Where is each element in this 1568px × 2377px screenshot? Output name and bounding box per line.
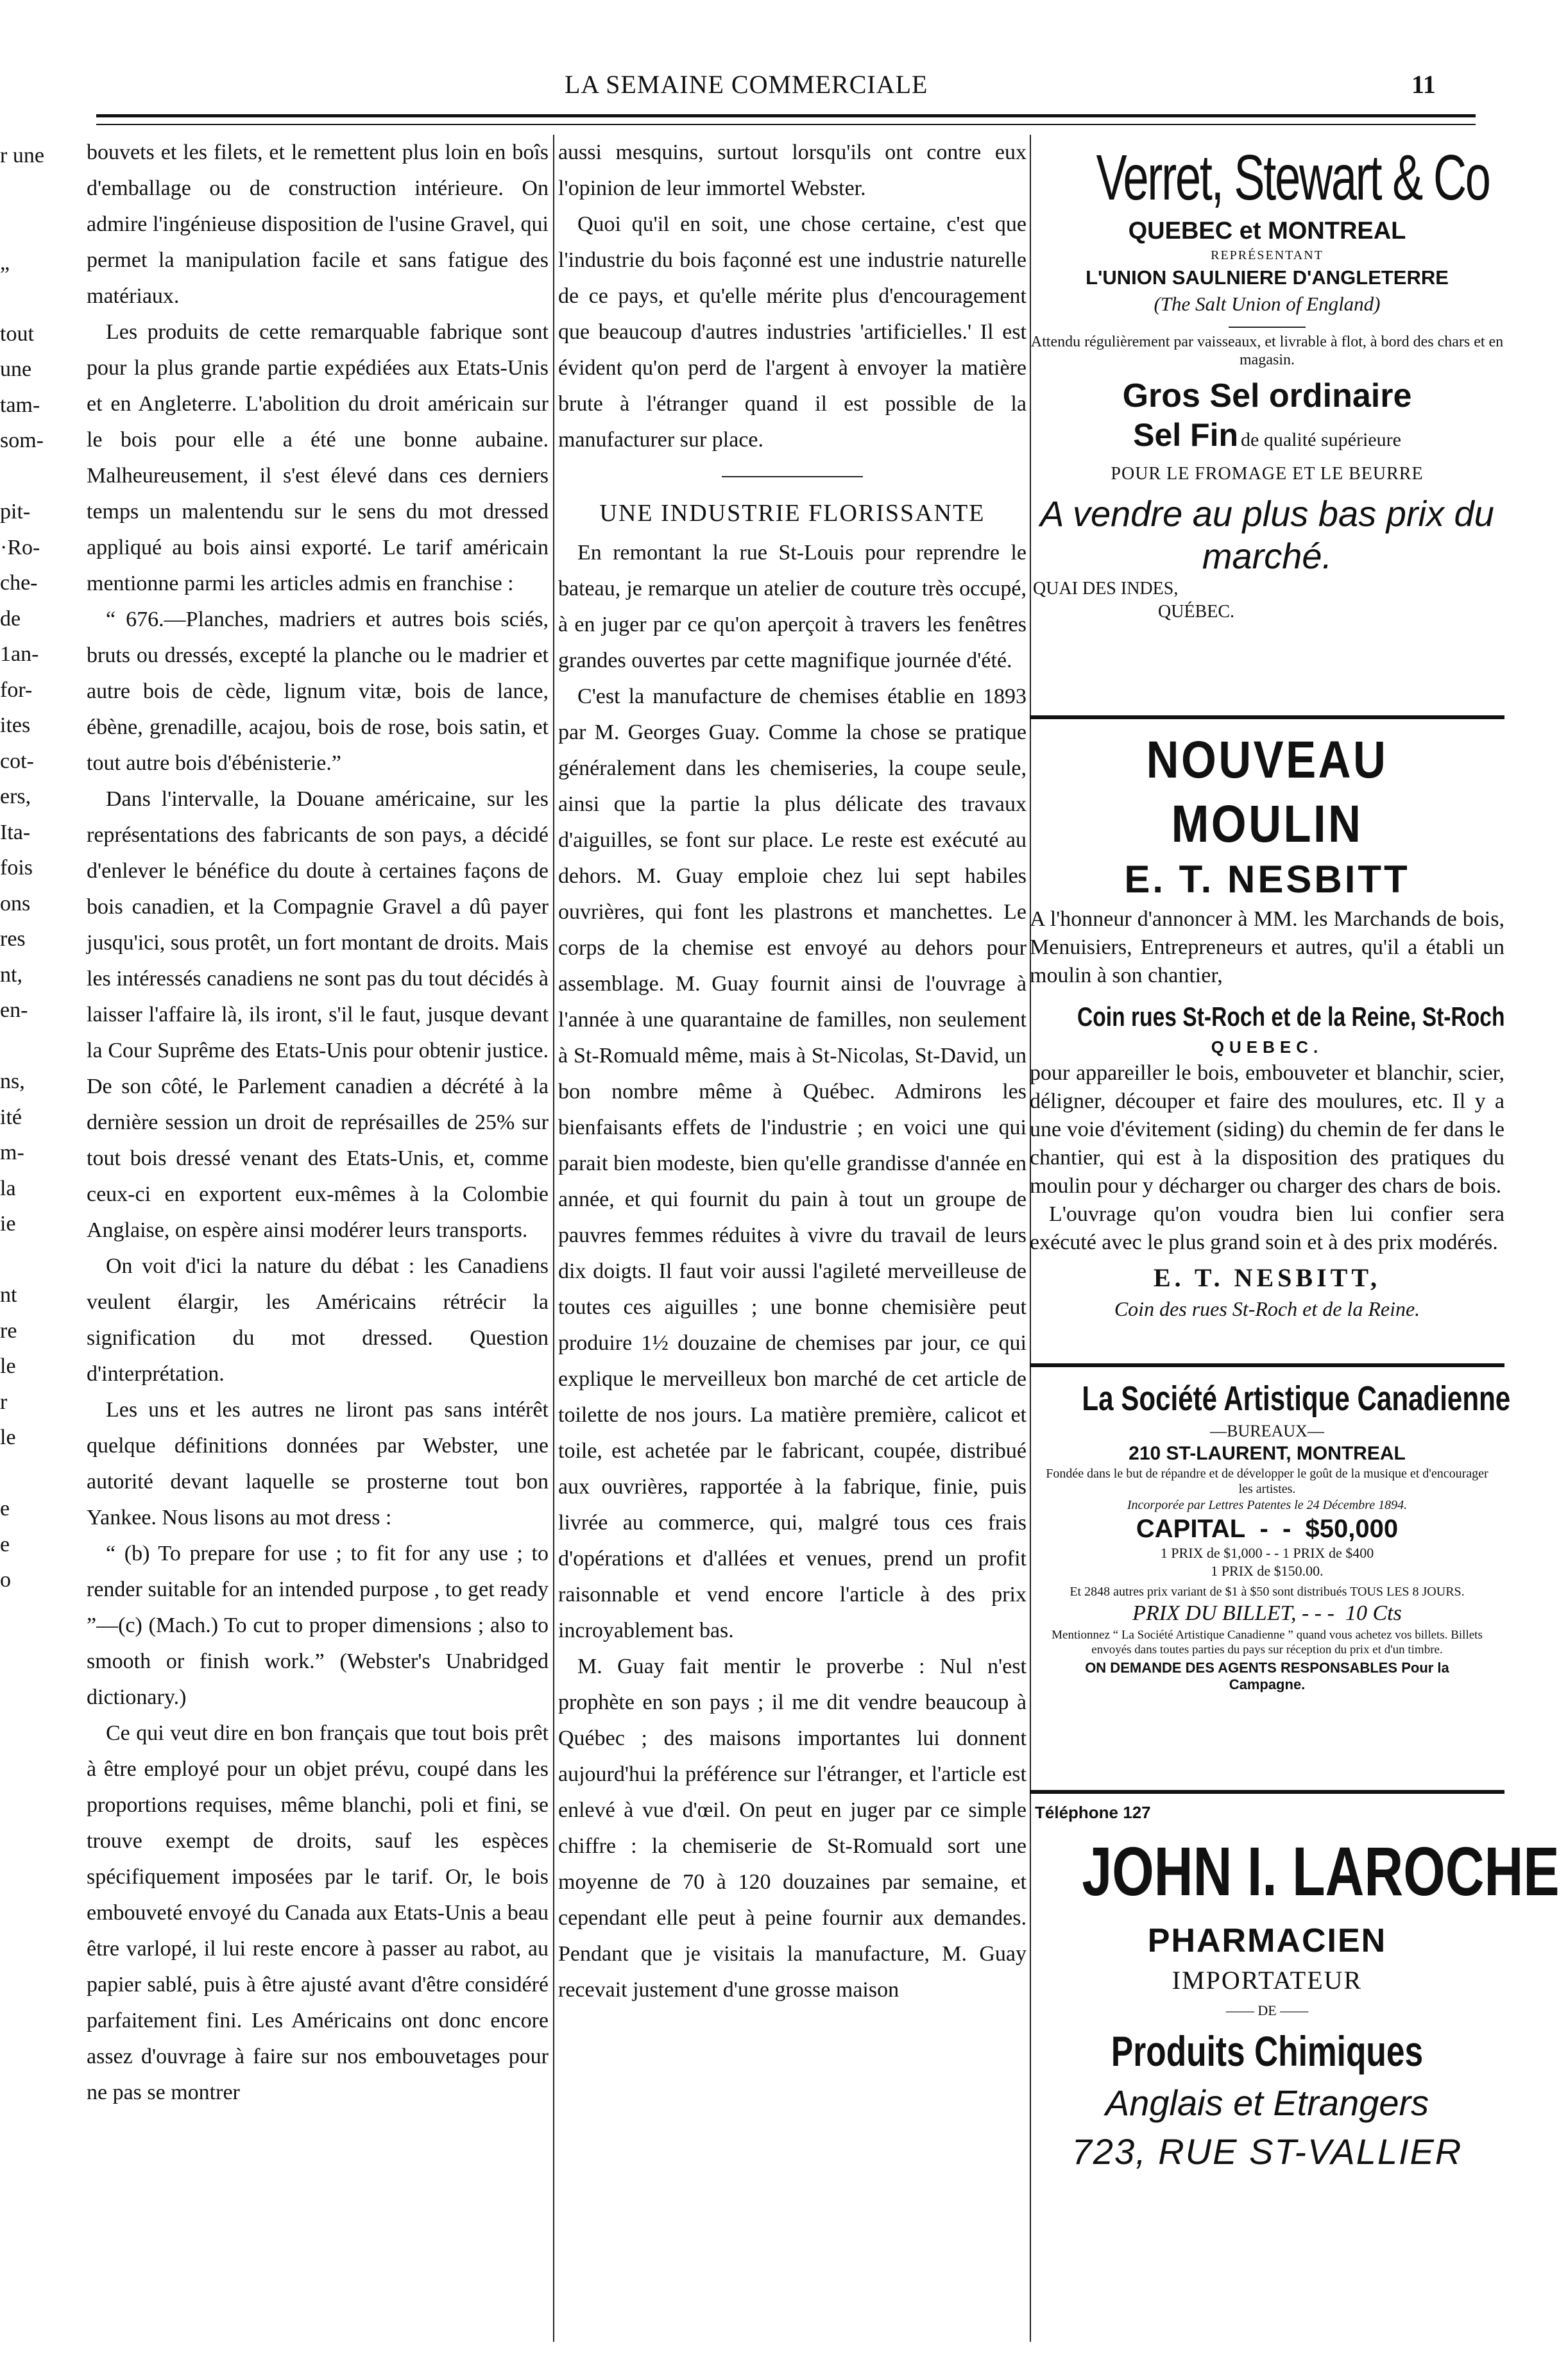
margin-fragment: 1an- bbox=[0, 642, 39, 666]
margin-fragment: e bbox=[0, 1497, 10, 1521]
ad4-de: —— DE —— bbox=[1225, 2002, 1309, 2018]
margin-fragment: de bbox=[0, 606, 21, 631]
margin-fragment: che- bbox=[0, 571, 38, 595]
margin-fragment: ie bbox=[0, 1212, 16, 1236]
margin-fragment: cot- bbox=[0, 749, 34, 773]
ad-divider bbox=[1030, 1363, 1504, 1367]
margin-fragment: som- bbox=[0, 429, 44, 452]
margin-fragment: en- bbox=[0, 998, 28, 1022]
ad4-telephone: Téléphone 127 bbox=[1035, 1803, 1151, 1822]
margin-fragment: re bbox=[0, 1318, 17, 1343]
ad3-lots: Et 2848 autres prix variant de $1 à $50 sont distribués TOUS LES 8 JOURS. bbox=[1069, 1585, 1465, 1599]
col1-quote: “ 676.—Planches, madriers et autres bois sciés, bruts ou dressés, excepté la planche ou le madrier et autre bois de cède, lignum vitæ, bois de lance, ébène, grenadille, acajou, bois de rose, bois satin, et tout autre bois d'ébénisterie.” bbox=[87, 608, 549, 775]
ad1-note: Attendu régulièrement par vaisseaux, et livrable à flot, à bord des chars et en magasin. bbox=[1030, 334, 1504, 368]
ad3-billet-value: 10 Cts bbox=[1345, 1601, 1402, 1625]
ad1-city: QUEBEC et MONTREAL bbox=[1128, 217, 1406, 244]
ad4-rue: 723, RUE ST-VALLIER bbox=[1071, 2131, 1463, 2172]
margin-fragment: nt, bbox=[0, 962, 22, 987]
left-margin-fragments bbox=[0, 138, 64, 1847]
ad2-address: Coin des rues St-Roch et de la Reine. bbox=[1114, 1297, 1420, 1320]
page-header bbox=[0, 64, 1568, 109]
column-1 bbox=[87, 135, 549, 2111]
column-2 bbox=[558, 135, 1027, 2008]
margin-fragment bbox=[0, 1669, 64, 1705]
margin-fragment: nt bbox=[0, 1283, 17, 1307]
ad2-quebec: QUEBEC. bbox=[1211, 1037, 1324, 1057]
ad2-text2: pour appareiller le bois, embouveter et blanchir, scier, déligner, découper et faire des moulures, etc. Il y a une voie d'évitement (siding) du chemin de fer dans le chantier, qui est à la disposition des pratiques du moulin pour y décharger ou charger des chars de bois. bbox=[1030, 1061, 1504, 1198]
ad2-text1: A l'honneur d'annoncer à MM. les Marchands de bois, Menuisiers, Entrepreneurs et autres, qu'il a établi un moulin à son chantier, bbox=[1030, 907, 1504, 987]
ad3-prix-2: 1 PRIX de $150.00. bbox=[1211, 1563, 1324, 1579]
ad-divider bbox=[1030, 1790, 1504, 1794]
margin-fragment: tam- bbox=[0, 393, 40, 417]
margin-fragment: for- bbox=[0, 677, 33, 702]
section-separator bbox=[722, 476, 863, 477]
column-divider-1 bbox=[553, 135, 554, 2342]
margin-fragment: res bbox=[0, 927, 26, 951]
col2-paragraph: En remontant la rue St-Louis pour reprendre le bateau, je remarque un atelier de couture très occupé, à en juger par ce qu'on aperçoit à travers les fenêtres grandes ouvertes par cette magnifique journée d'été. bbox=[558, 541, 1027, 672]
col2-lead: aussi mesquins, surtout lorsqu'ils ont contre eux l'opinion de leur immortel Webster. bbox=[558, 141, 1027, 200]
margin-fragment: e bbox=[0, 1532, 10, 1556]
col1-paragraph: On voit d'ici la nature du débat : les Canadiens veulent élargir, les Américains rétrécir la signification du mot dressed. Question d'interprétation. bbox=[87, 1254, 549, 1386]
ad3-capital-label: CAPITAL bbox=[1136, 1515, 1246, 1543]
margin-fragment bbox=[0, 1776, 64, 1812]
margin-fragment bbox=[0, 1598, 64, 1634]
margin-fragment bbox=[0, 280, 64, 316]
margin-fragment: o bbox=[0, 1568, 11, 1592]
ad1-vendre: A vendre au plus bas prix du marché. bbox=[1040, 493, 1494, 576]
ad3-capital-value: $50,000 bbox=[1305, 1515, 1399, 1543]
ad1-sel-fin-quality: de qualité supérieure bbox=[1241, 429, 1401, 450]
ad1-pour: POUR LE FROMAGE ET LE BEURRE bbox=[1111, 464, 1424, 484]
margin-fragment: ons bbox=[0, 891, 31, 916]
margin-fragment: „ bbox=[0, 250, 10, 275]
col1-paragraph: bouvets et les filets, et le remettent plus loin en boîs d'emballage ou de construction intérieure. On admire l'ingénieuse disposition de l'usine Gravel, qui permet la manipulation facile et sans fatigue des matériaux. bbox=[87, 141, 549, 308]
ad3-agents: ON DEMANDE DES AGENTS RESPONSABLES Pour la Campagne. bbox=[1085, 1660, 1449, 1692]
margin-fragment bbox=[0, 1028, 64, 1064]
margin-fragment bbox=[0, 174, 64, 210]
margin-fragment: ·Ro- bbox=[0, 535, 40, 559]
margin-fragment bbox=[0, 459, 64, 495]
ad4-pharmacien: PHARMACIEN bbox=[1147, 1922, 1387, 1959]
ad3-prix-1: 1 PRIX de $1,000 - - 1 PRIX de $400 bbox=[1160, 1545, 1374, 1561]
margin-fragment: tout bbox=[0, 321, 34, 346]
margin-fragment: ité bbox=[0, 1105, 22, 1129]
margin-fragment: ns, bbox=[0, 1069, 25, 1093]
ad-divider bbox=[1030, 715, 1504, 719]
ad-verret-stewart bbox=[1030, 142, 1504, 669]
ad3-title: La Société Artistique Canadienne bbox=[1082, 1379, 1511, 1418]
ad2-text3: L'ouvrage qu'on voudra bien lui confier sera exécuté avec le plus grand soin et à des prix modérés. bbox=[1030, 1202, 1504, 1254]
ad2-name: E. T. NESBITT bbox=[1124, 858, 1410, 901]
ad1-rule bbox=[1229, 327, 1306, 328]
margin-fragment: Ita- bbox=[0, 820, 31, 844]
col1-paragraph: Les uns et les autres ne liront pas sans intérêt quelque définitions données par Webster, une autorité devant laquelle se prosterne tout bon Yankee. Nous lisons au mot dress : bbox=[87, 1398, 549, 1529]
ad1-quai: QUAI DES INDES, bbox=[1033, 579, 1179, 599]
margin-fragment bbox=[0, 1633, 64, 1669]
margin-fragment: le bbox=[0, 1354, 16, 1378]
ad2-signature: E. T. NESBITT, bbox=[1153, 1263, 1381, 1292]
ad2-title: NOUVEAU MOULIN bbox=[1146, 731, 1388, 853]
margin-fragment bbox=[0, 209, 64, 245]
page-number: 11 bbox=[1411, 70, 1436, 99]
margin-fragment bbox=[0, 1705, 64, 1741]
col2-paragraph: Quoi qu'il en soit, une chose certaine, c'est que l'industrie du bois façonné est une industrie naturelle de ce pays, et qu'elle mérite plus d'encouragement que beaucoup d'autres industries 'artificielles.' Il est évident qu'on perd de l'argent à envoyer la matière brute à l'étranger quand il est possible de la manufacturer sur place. bbox=[558, 212, 1027, 452]
margin-fragment bbox=[0, 1812, 64, 1848]
ad1-rep: REPRÉSENTANT bbox=[1211, 248, 1324, 262]
ad-societe-artistique: La Société Artistique Canadienne —BUREAUX— 210 ST-LAURENT, MONTREAL Fondée dans le but de répandre et de développer le goût de la musique et d'encourager les artistes. Incorporée par Lettres Patentes le 24 Décembre 1894. CAPITAL - - $50,000 1 PRIX de $1,000 - - 1 PRIX de $400 1 PRIX de $150.00. Et 2848 autres prix variant de $1 à $50 sont distribués TOUS LES 8 JOURS. PRIX DU BILLET, - - - 10 Cts Mentionnez “ La Société Artistique Canadienne ” quand vous achetez vos billets. Billets envoyés dans toutes parties du pays sur réception du prix et d'un timbre. ON DEMANDE DES AGENTS RESPONSABLES Pour la Campagne. bbox=[1030, 1376, 1504, 1825]
ad1-company: L'UNION SAULNIERE D'ANGLETERRE bbox=[1086, 266, 1449, 289]
margin-fragment bbox=[0, 1741, 64, 1776]
col1-paragraph: Les produits de cette remarquable fabrique sont pour la plus grande partie expédiées aux Etats-Unis et en Angleterre. L'abolition du droit américain sur le bois pour elle a été une bonne aubaine. Malheureusement, il s'est élevé dans ces derniers temps un malentendu sur le sens du mot dressed appliqué au bois ainsi exporté. Le tarif américain mentionne parmi les articles admis en franchise : bbox=[87, 320, 549, 595]
ad3-billet-label: PRIX DU BILLET, bbox=[1132, 1601, 1297, 1625]
col1-paragraph: Dans l'intervalle, la Douane américaine, sur les représentations des fabricants de son pays, a décidé d'enlever le bénéfice du doute à certaines façons de bois canadien, et la Compagnie Gravel a dû payer jusqu'ici, sous protêt, un fort montant de droits. Mais les intéressés canadiens ne sont pas du tout décidés à laisser l'affaire là, ils iront, s'il le faut, jusque devant la Cour Suprême des Etats-Unis pour obtenir justice. De son côté, le Parlement canadien a décrété à la dernière session un droit de représailles de 25% sur tout bois dressé venant des Etats-Unis, et, comme ceux-ci en exportent eux-mêmes à la Colombie Anglaise, on espère ainsi modérer leurs transports. bbox=[87, 787, 549, 1242]
margin-fragment bbox=[0, 1242, 64, 1278]
ad1-gros-sel: Gros Sel ordinaire bbox=[1122, 377, 1412, 414]
margin-fragment: la bbox=[0, 1176, 16, 1200]
ad3-incorporation: Incorporée par Lettres Patentes le 24 Décembre 1894. bbox=[1127, 1498, 1408, 1512]
ad4-produits: Produits Chimiques bbox=[1111, 2027, 1424, 2075]
margin-fragment: r bbox=[0, 1390, 8, 1414]
header-rule bbox=[96, 114, 1476, 125]
newspaper-title: LA SEMAINE COMMERCIALE bbox=[565, 70, 928, 99]
margin-fragment: m- bbox=[0, 1141, 24, 1164]
ad1-sel-fin: Sel Fin bbox=[1133, 417, 1239, 453]
col2-paragraph: M. Guay fait mentir le proverbe : Nul n'est prophète en son pays ; il me dit vendre beaucoup à Québec ; des maisons importantes lui donnent aujourd'hui la préférence sur l'étranger, et l'article est enlevé à vue d'œil. On peut en juger par ce simple chiffre : la chemiserie de St-Romuald sort une moyenne de 70 à 120 douzaines par semaine, et cependant elle peut à peine fournir aux demandes. Pendant que je visitais la manufacture, M. Guay recevait justement d'une grosse maison bbox=[558, 1655, 1027, 2002]
ad1-company-en: (The Salt Union of England) bbox=[1154, 293, 1381, 315]
col1-quote: “ (b) To prepare for use ; to fit for any use ; to render suitable for an intended purpose , to get ready ”—(c) (Mach.) To cut to proper dimensions ; also to smooth or finish work.” (Webster's Unabridged dictionary.) bbox=[87, 1542, 549, 1709]
ad1-quebec: QUÉBEC. bbox=[1158, 602, 1234, 622]
margin-fragment: ers, bbox=[0, 785, 31, 808]
margin-fragment: fois bbox=[0, 856, 33, 880]
ad1-name: Verret, Stewart & Co bbox=[1096, 142, 1490, 214]
margin-fragment bbox=[0, 1456, 64, 1492]
ad4-name: JOHN I. LAROCHE bbox=[1082, 1832, 1560, 1910]
ad4-importateur: IMPORTATEUR bbox=[1172, 1966, 1363, 1995]
section-heading: UNE INDUSTRIE FLORISSANTE bbox=[599, 500, 985, 527]
ad-nesbitt bbox=[1030, 728, 1504, 1357]
margin-fragment: une bbox=[0, 357, 32, 381]
col1-paragraph: Ce qui veut dire en bon français que tout bois prêt à être employé pour un objet prévu, coupé dans les proportions requises, même blanchi, poli et fini, se trouve exempt de droits, sauf les espèces spécifiquement imposées par le tarif. Or, le bois embouveté envoyé du Canada aux Etats-Unis a beau être varlopé, il lui reste encore à passer au rabot, au papier sablé, puis à être ajusté avant d'être considéré parfaitement fini. Les Américains ont donc encore assez d'ouvrage à faire sur nos embouvetages pour ne pas se montrer bbox=[87, 1721, 549, 2104]
ad3-fondee: Fondée dans le but de répandre et de développer le goût de la musique et d'encourager les artistes. bbox=[1046, 1467, 1488, 1496]
col2-paragraph: C'est la manufacture de chemises établie en 1893 par M. Georges Guay. Comme la chose se pratique généralement dans les chemiseries, la coupe seule, ainsi que la partie la plus délicate des travaux d'aiguilles, se font sur place. Le reste est exécuté au dehors. M. Guay emploie chez lui sept habiles ouvrières, qui font les plastrons et manchettes. Le corps de la chemise est envoyé au dehors pour assemblage. M. Guay fournit ainsi de l'ouvrage à l'année à une quarantaine de familles, non seulement à St-Romuald même, mais à St-Nicolas, St-David, un bon nombre même à Québec. Admirons les bienfaisants effets de l'industrie ; en voici une qui parait bien modeste, bien qu'elle grandisse d'année en année, et qui fournit du pain à tout un groupe de pauvres femmes réduites à vivre du travail de leurs dix doigts. Il faut voir aussi l'agileté merveilleuse de toutes ces aiguilles ; une bonne chemisière peut produire 1½ douzaine de chemises par jour, ce qui explique le merveilleux bon marché de cet article de toilette de nos jours. La matière première, calicot et toile, est achetée par le fabricant, coupée, distribué aux ouvrières, rapportée à la fabrique, finie, puis livrée au commerce, qui, malgré tous ces frais d'opérations et d'allées et venues, prend un profit raisonnable et vend encore l'article à des prix incroyablement bas. bbox=[558, 685, 1027, 1642]
ad3-mention: Mentionnez “ La Société Artistique Canadienne ” quand vous achetez vos billets. Billets envoyés dans toutes parties du pays sur réception du prix et d'un timbre. bbox=[1052, 1628, 1483, 1657]
ad2-corner: Coin rues St-Roch et de la Reine, St-Roch bbox=[1077, 1001, 1505, 1032]
ad3-address: 210 ST-LAURENT, MONTREAL bbox=[1129, 1443, 1406, 1464]
ad-laroche bbox=[1030, 1802, 1560, 2347]
margin-fragment: pit- bbox=[0, 500, 31, 524]
ad3-bureaux: —BUREAUX— bbox=[1210, 1422, 1324, 1440]
margin-fragment: r une bbox=[0, 144, 44, 167]
margin-fragment: le bbox=[0, 1426, 16, 1449]
ad4-anglais: Anglais et Etrangers bbox=[1105, 2083, 1429, 2123]
margin-fragment: ites bbox=[0, 713, 31, 737]
